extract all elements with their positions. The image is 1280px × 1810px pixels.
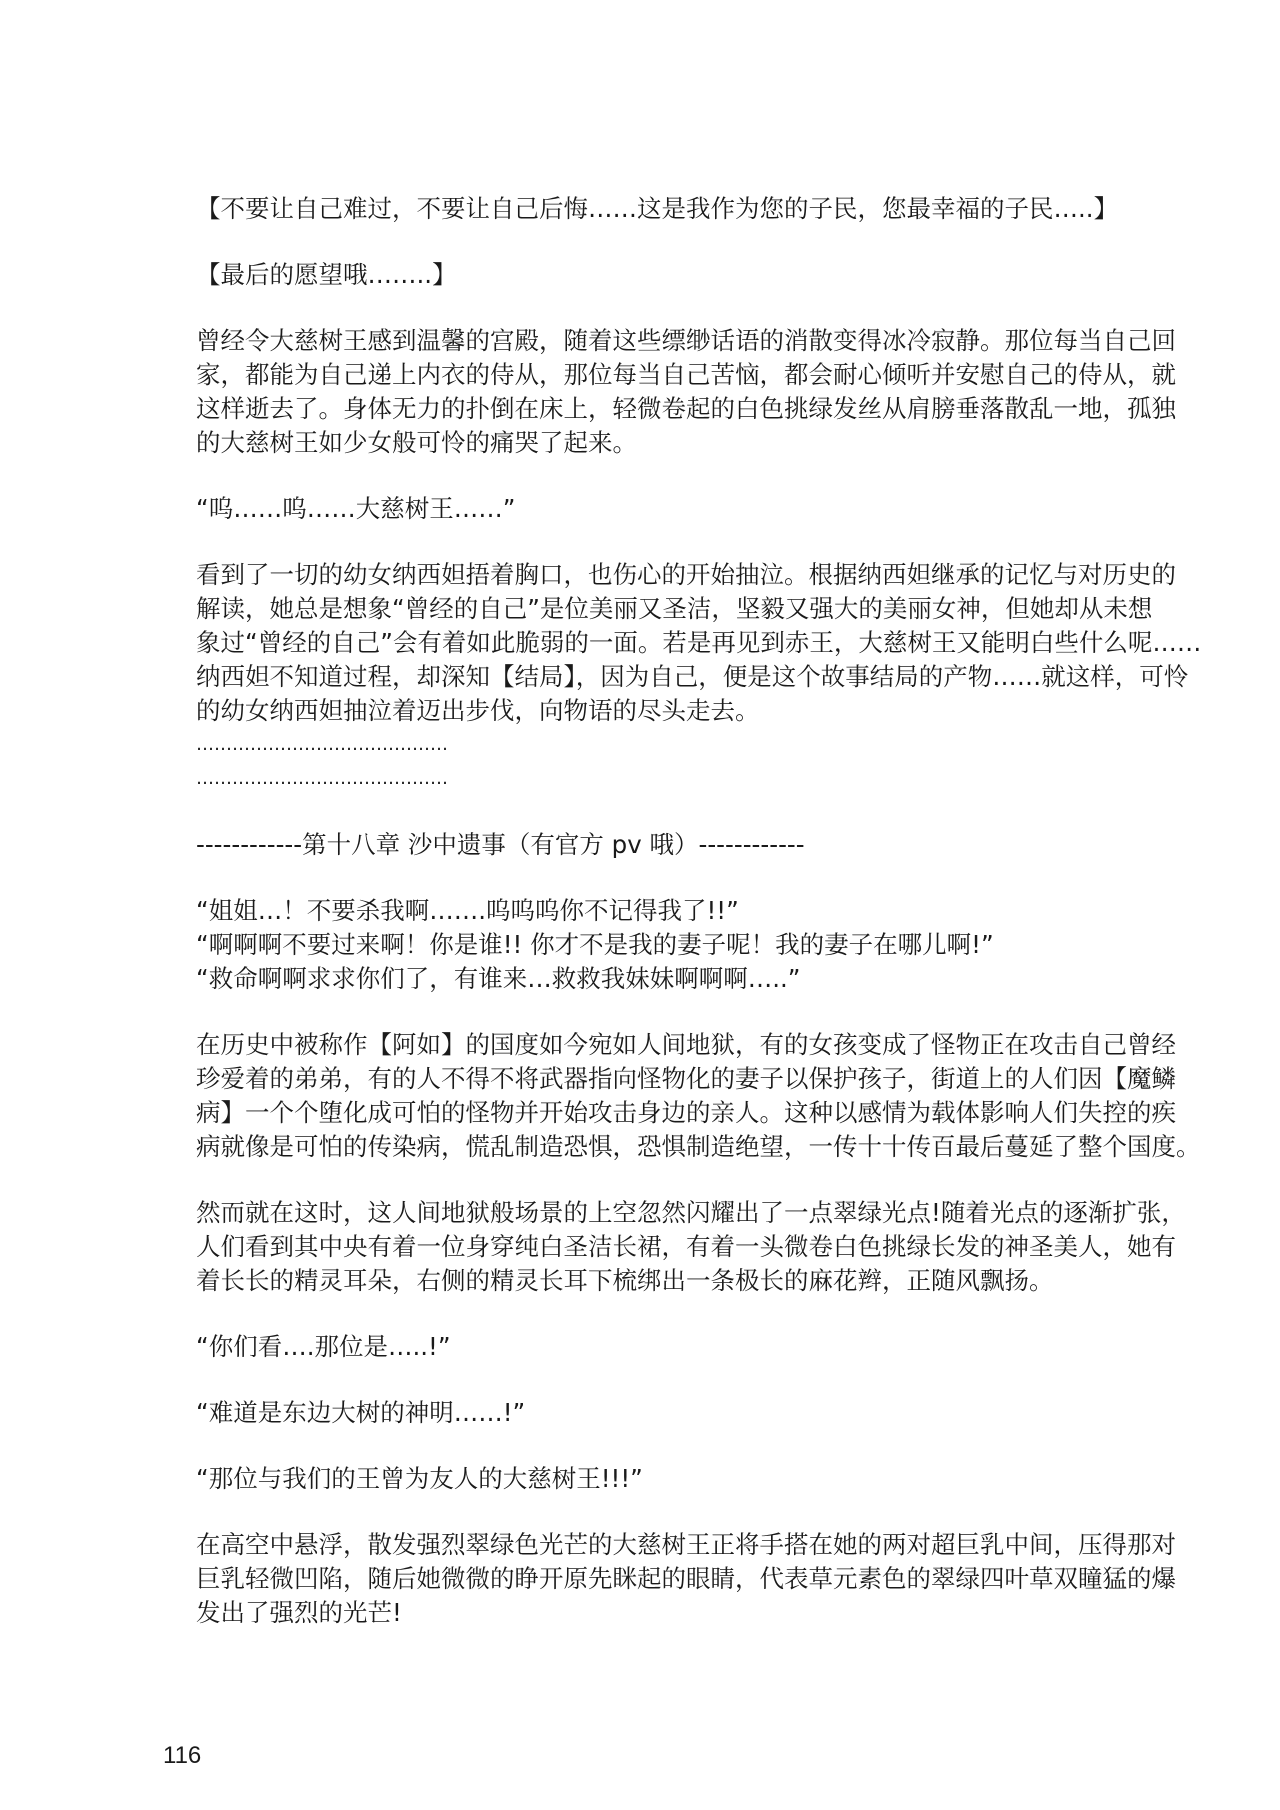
text-line: 家，都能为自己递上内衣的侍从，那位每当自己苦恼，都会耐心倾听并安慰自己的侍从，就 <box>196 360 1176 389</box>
paragraph <box>196 1462 1280 1496</box>
paragraph <box>196 1396 1280 1430</box>
text-line: 然而就在这时，这人间地狱般场景的上空忽然闪耀出了一点翠绿光点!随着光点的逐渐扩张， <box>196 1198 1186 1227</box>
text-line: 着长长的精灵耳朵，右侧的精灵长耳下梳绑出一条极长的麻花辫，正随风飘扬。 <box>196 1266 1054 1295</box>
paragraph <box>196 1196 1280 1298</box>
text-line: 在高空中悬浮，散发强烈翠绿色光芒的大慈树王正将手搭在她的两对超巨乳中间，压得那对 <box>196 1530 1176 1559</box>
text-line: …………………………………… <box>196 734 448 755</box>
text-line: “你们看….那位是…..!” <box>196 1332 451 1361</box>
text-line: 象过“曾经的自己”会有着如此脆弱的一面。若是再见到赤王，大慈树王又能明白些什么呢…… <box>196 628 1202 657</box>
text-line: 发出了强烈的光芒! <box>196 1598 402 1627</box>
separator-dots <box>196 728 1280 762</box>
text-line: “救命啊啊求求你们了，有谁来…救救我妹妹啊啊啊…..” <box>196 964 801 993</box>
text-line: 看到了一切的幼女纳西妲捂着胸口，也伤心的开始抽泣。根据纳西妲继承的记忆与对历史的 <box>196 560 1176 589</box>
text-line: 曾经令大慈树王感到温馨的宫殿，随着这些缥缈话语的消散变得冰冷寂静。那位每当自己回 <box>196 326 1176 355</box>
paragraph <box>196 1028 1280 1164</box>
text-line: 【最后的愿望哦……..】 <box>196 260 457 289</box>
paragraph <box>196 1330 1280 1364</box>
text-line: 人们看到其中央有着一位身穿纯白圣洁长裙，有着一头微卷白色挑绿长发的神圣美人，她有 <box>196 1232 1176 1261</box>
paragraph <box>196 324 1280 460</box>
text-line: 病】一个个堕化成可怕的怪物并开始攻击身边的亲人。这种以感情为载体影响人们失控的疾 <box>196 1098 1176 1127</box>
paragraph <box>196 1528 1280 1630</box>
text-line: “啊啊啊不要过来啊！你是谁!! 你才不是我的妻子呢！我的妻子在哪儿啊!” <box>196 930 994 959</box>
text-line: …………………………………… <box>196 768 448 789</box>
text-line: 的大慈树王如少女般可怜的痛哭了起来。 <box>196 428 637 457</box>
paragraph <box>196 492 1280 526</box>
text-line: “呜……呜……大慈树王……” <box>196 494 516 523</box>
text-line: 解读，她总是想象“曾经的自己”是位美丽又圣洁，坚毅又强大的美丽女神，但她却从未想 <box>196 594 1153 623</box>
paragraph <box>196 258 1280 292</box>
text-line: 珍爱着的弟弟，有的人不得不将武器指向怪物化的妻子以保护孩子，街道上的人们因【魔鳞 <box>196 1064 1176 1093</box>
paragraph <box>196 558 1280 728</box>
separator-dots <box>196 762 1280 796</box>
text-line: “难道是东边大树的神明……!” <box>196 1398 526 1427</box>
text-line: “那位与我们的王曾为友人的大慈树王!!!” <box>196 1464 643 1493</box>
page <box>196 192 1280 1662</box>
text-line: 病就像是可怕的传染病，慌乱制造恐惧，恐惧制造绝望，一传十十传百最后蔓延了整个国度。 <box>196 1132 1201 1161</box>
text-line: 纳西妲不知道过程，却深知【结局】，因为自己，便是这个故事结局的产物……就这样，可怜 <box>196 662 1189 691</box>
text-line: 这样逝去了。身体无力的扑倒在床上，轻微卷起的白色挑绿发丝从肩膀垂落散乱一地，孤独 <box>196 394 1176 423</box>
chapter-heading <box>196 828 1280 862</box>
page-number: 116 <box>163 1742 202 1769</box>
text-line: ------------第十八章 沙中遗事（有官方 pv 哦）------------ <box>196 830 805 859</box>
paragraph <box>196 192 1280 226</box>
text-line: 【不要让自己难过，不要让自己后悔……这是我作为您的子民，您最幸福的子民…..】 <box>196 194 1119 223</box>
paragraph <box>196 894 1280 996</box>
text-line: 在历史中被称作【阿如】的国度如今宛如人间地狱，有的女孩变成了怪物正在攻击自己曾经 <box>196 1030 1176 1059</box>
text-line: 巨乳轻微凹陷，随后她微微的睁开原先眯起的眼睛，代表草元素色的翠绿四叶草双瞳猛的爆 <box>196 1564 1176 1593</box>
text-line: “姐姐…！不要杀我啊…….呜呜呜你不记得我了!!” <box>196 896 739 925</box>
text-line: 的幼女纳西妲抽泣着迈出步伐，向物语的尽头走去。 <box>196 696 760 725</box>
